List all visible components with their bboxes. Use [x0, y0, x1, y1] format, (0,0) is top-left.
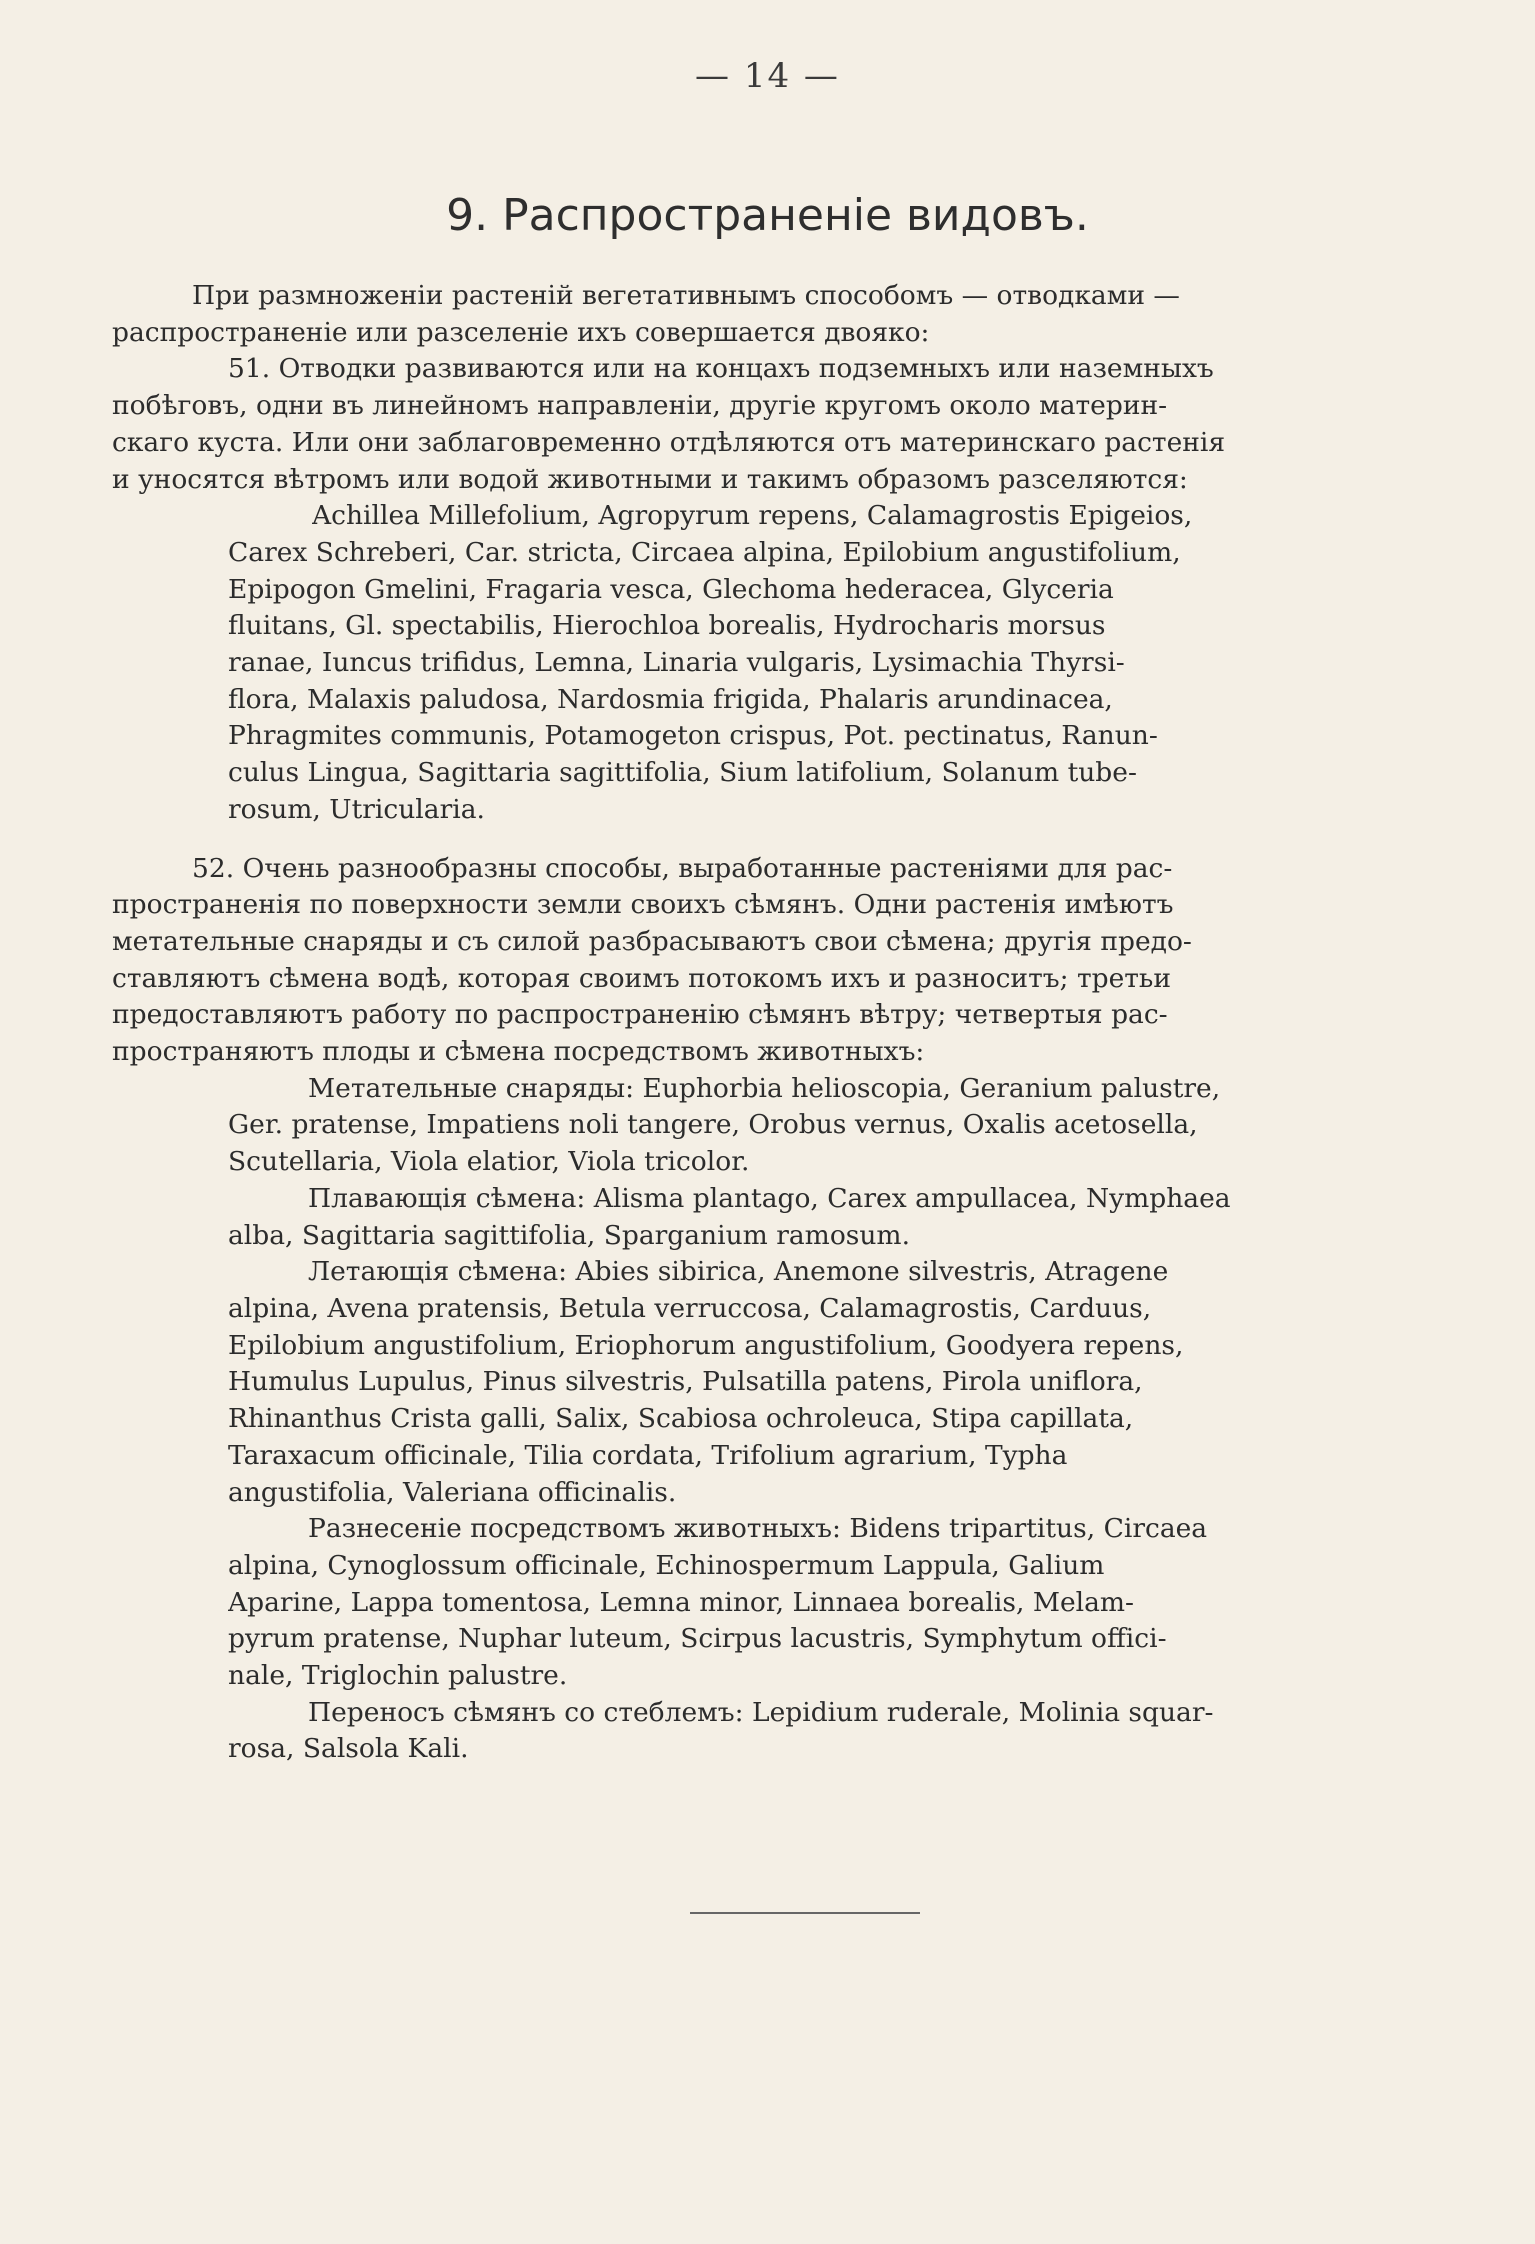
text-line: alpina, Avena pratensis, Betula verruccosa, Calamagrostis, Carduus,: [228, 1292, 1152, 1324]
text-line: 52. Очень разнообразны способы, выработанные растеніями для рас-: [192, 852, 1173, 884]
text-line: flora, Malaxis paludosa, Nardosmia frigida, Phalaris arundinacea,: [228, 683, 1113, 715]
text-line: пространенія по поверхности земли своихъ сѣмянъ. Одни растенія имѣютъ: [112, 889, 1174, 921]
text-line: fluitans, Gl. spectabilis, Hierochloa borealis, Hydrocharis morsus: [228, 610, 1106, 642]
text-line: скаго куста. Или они заблаговременно отдѣляются отъ материнскаго растенія: [112, 426, 1226, 458]
text-line: метательные снаряды и съ силой разбрасываютъ свои сѣмена; другія предо-: [112, 925, 1192, 957]
text-line: Разнесеніе посредствомъ животныхъ: Bidens tripartitus, Circaea: [308, 1513, 1208, 1545]
text-line: Летающія сѣмена: Abies sibirica, Anemone silvestris, Atragene: [308, 1256, 1169, 1288]
text-line: angustifolia, Valeriana officinalis.: [228, 1476, 677, 1508]
text-line: Taraxacum officinale, Tilia cordata, Trifolium agrarium, Typha: [228, 1439, 1068, 1471]
text-line: предоставляютъ работу по распространенію сѣмянъ вѣтру; четвертыя рас-: [112, 999, 1168, 1031]
text-line: Achillea Millefolium, Agropyrum repens, Calamagrostis Epigeios,: [312, 500, 1193, 532]
text-line: побѣговъ, одни въ линейномъ направленіи, другіе кругомъ около материн-: [112, 390, 1168, 422]
text-line: Ger. pratense, Impatiens noli tangere, Orobus vernus, Oxalis acetosella,: [228, 1109, 1198, 1141]
text-line: При размноженіи растеній вегетативнымъ способомъ — отводками —: [192, 280, 1180, 311]
text-line: пространяютъ плоды и сѣмена посредствомъ животныхъ:: [112, 1036, 925, 1068]
text-line: ставляютъ сѣмена водѣ, которая своимъ потокомъ ихъ и разноситъ; третьи: [112, 962, 1172, 994]
section-title: 9. Распространеніе видовъ.: [446, 190, 1089, 241]
text-line: Переносъ сѣмянъ со стеблемъ: Lepidium ruderale, Molinia squar-: [308, 1696, 1214, 1728]
page-number: — 14 —: [695, 56, 840, 96]
text-line: и уносятся вѣтромъ или водой животными и такимъ образомъ разселяются:: [112, 463, 1188, 495]
text-line: Humulus Lupulus, Pinus silvestris, Pulsatilla patens, Pirola uniflora,: [228, 1366, 1143, 1398]
text-line: nale, Triglochin palustre.: [228, 1660, 568, 1692]
text-line: 51. Отводки развиваются или на концахъ подземныхъ или наземныхъ: [228, 353, 1214, 385]
text-line: распространеніе или разселеніе ихъ совершается двояко:: [112, 316, 930, 348]
text-line: Метательные снаряды: Euphorbia helioscopia, Geranium palustre,: [308, 1072, 1221, 1104]
text-line: ranae, Iuncus trifidus, Lemna, Linaria vulgaris, Lysimachia Thyrsi-: [228, 647, 1125, 679]
text-line: culus Lingua, Sagittaria sagittifolia, Sium latifolium, Solanum tube-: [228, 757, 1137, 789]
text-line: pyrum pratense, Nuphar luteum, Scirpus lacustris, Symphytum offici-: [228, 1623, 1167, 1655]
text-line: Rhinanthus Crista galli, Salix, Scabiosa ochroleuca, Stipa capillata,: [228, 1403, 1134, 1435]
text-line: Epipogon Gmelini, Fragaria vesca, Glechoma hederacea, Glyceria: [228, 573, 1114, 605]
text-line: alpina, Cynoglossum officinale, Echinospermum Lappula, Galium: [228, 1549, 1105, 1581]
text-line: rosa, Salsola Kali.: [228, 1733, 469, 1765]
text-line: Carex Schreberi, Car. stricta, Circaea alpina, Epilobium angustifolium,: [228, 536, 1181, 568]
end-rule: [690, 1912, 920, 1914]
text-line: Phragmites communis, Potamogeton crispus, Pot. pectinatus, Ranun-: [228, 720, 1158, 752]
text-line: Epilobium angustifolium, Eriophorum angustifolium, Goodyera repens,: [228, 1329, 1184, 1361]
text-line: alba, Sagittaria sagittifolia, Sparganium ramosum.: [228, 1219, 910, 1251]
text-line: Aparine, Lappa tomentosa, Lemna minor, Linnaea borealis, Melam-: [228, 1586, 1134, 1618]
text-line: Плавающія сѣмена: Alisma plantago, Carex ampullacea, Nymphaea: [308, 1182, 1231, 1214]
text-line: Scutellaria, Viola elatior, Viola tricolor.: [228, 1146, 750, 1178]
paragraph-spacer: [112, 829, 1492, 851]
text-line: rosum, Utricularia.: [228, 793, 485, 825]
body-text: [112, 278, 1492, 1768]
